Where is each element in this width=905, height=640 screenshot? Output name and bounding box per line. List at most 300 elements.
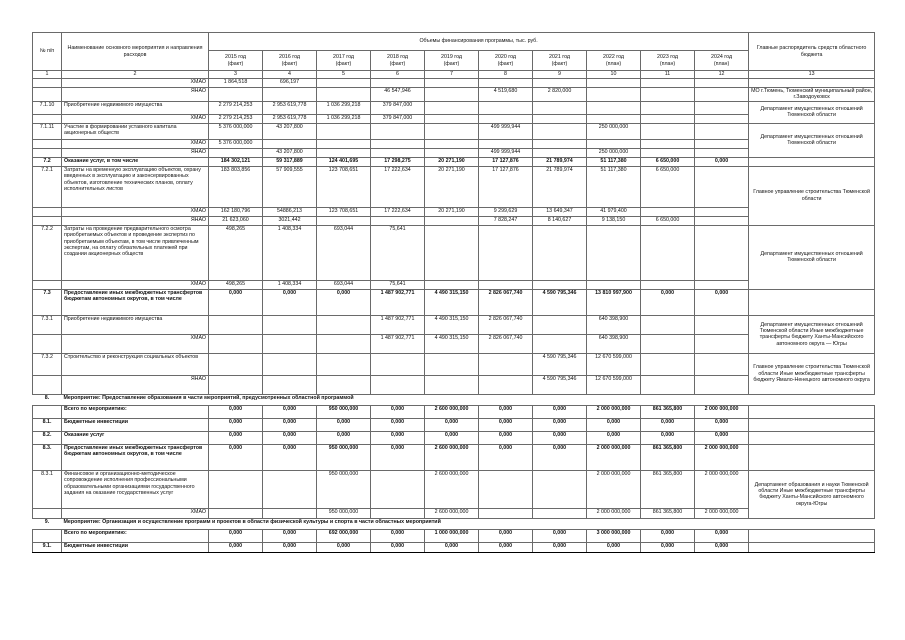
row-num: 7.3.2 — [33, 353, 62, 375]
row-num-empty — [33, 148, 62, 157]
header-year-label: 2024 год — [711, 54, 733, 61]
value-cell: 950 000,000 — [317, 405, 371, 418]
value-cell — [263, 315, 317, 334]
row-distributor — [749, 79, 875, 88]
value-cell: 640 398,900 — [587, 315, 641, 334]
value-cell — [263, 375, 317, 394]
row-num: 8.2. — [33, 431, 62, 444]
row-distributor: Департамент имущественных отношений Тюменской области Иные межбюджетные трансферты бюджету Ханты-Мансийского автономного округа — Югры — [749, 315, 875, 353]
row-name: Бюджетные инвестиции — [62, 418, 209, 431]
value-cell: 1 487 902,771 — [371, 315, 425, 334]
value-cell — [263, 334, 317, 353]
row-num-empty — [33, 508, 62, 518]
value-cell: 0,000 — [641, 289, 695, 315]
value-cell — [425, 88, 479, 102]
value-cell: 2 000 000,000 — [587, 444, 641, 470]
value-cell — [695, 375, 749, 394]
value-cell — [209, 315, 263, 334]
value-cell: 0,000 — [533, 418, 587, 431]
row-name: Участие в формировании уставного капитала акционерных обществ — [62, 123, 209, 139]
value-cell — [371, 139, 425, 148]
value-cell: 0,000 — [263, 444, 317, 470]
value-cell — [479, 470, 533, 508]
value-cell — [587, 139, 641, 148]
value-cell: 379 847,000 — [371, 101, 425, 114]
row-distributor — [749, 418, 875, 431]
value-cell: 1 487 902,771 — [371, 289, 425, 315]
value-cell: 75,641 — [371, 225, 425, 280]
value-cell — [587, 101, 641, 114]
value-cell: 3 000 000,000 — [587, 529, 641, 542]
value-cell — [317, 88, 371, 102]
value-cell — [641, 79, 695, 88]
row-num: 7.1.10 — [33, 101, 62, 114]
value-cell — [641, 280, 695, 289]
section-num: 9. — [33, 518, 62, 529]
header-year-2 — [263, 51, 317, 71]
value-cell — [425, 280, 479, 289]
value-cell: 0,000 — [641, 529, 695, 542]
value-cell: 8 140,627 — [533, 216, 587, 225]
table-row — [33, 148, 875, 157]
value-cell: 4 490 315,150 — [425, 334, 479, 353]
header-colnum: 5 — [317, 71, 371, 79]
row-num: 7.2.1 — [33, 166, 62, 207]
value-cell: 2 000 000,000 — [695, 508, 749, 518]
value-cell: 499 999,944 — [479, 123, 533, 139]
value-cell — [641, 225, 695, 280]
row-num-empty — [33, 216, 62, 225]
value-cell: 696,197 — [263, 79, 317, 88]
header-year-9 — [641, 51, 695, 71]
value-cell: 20 271,190 — [425, 157, 479, 166]
value-cell — [209, 148, 263, 157]
row-distributor: Главное управление строительства Тюменской области — [749, 166, 875, 225]
value-cell — [695, 79, 749, 88]
row-num-empty — [33, 280, 62, 289]
table-row — [33, 418, 875, 431]
value-cell — [641, 334, 695, 353]
header-year-3 — [317, 51, 371, 71]
value-cell: 183 803,856 — [209, 166, 263, 207]
value-cell: 0,000 — [209, 431, 263, 444]
value-cell: 54886,213 — [263, 207, 317, 216]
value-cell — [695, 280, 749, 289]
row-name: Бюджетные инвестиции — [62, 542, 209, 552]
header-year-label: 2022 год — [603, 54, 624, 61]
header-year-kind: (факт) — [551, 60, 568, 67]
row-num: 9.1. — [33, 542, 62, 552]
row-num: 7.3 — [33, 289, 62, 315]
row-region-label: ЯНАО — [62, 88, 209, 102]
value-cell — [263, 353, 317, 375]
value-cell: 692 000,000 — [317, 529, 371, 542]
row-name: Приобретение недвижимого имущества — [62, 315, 209, 334]
value-cell: 0,000 — [479, 418, 533, 431]
row-distributor: МО г.Тюмень, Тюменский муниципальный район, г.Заводоуковск — [749, 88, 875, 102]
header-year-5 — [425, 51, 479, 71]
header-year-kind: (факт) — [281, 60, 298, 67]
value-cell: 6 650,000 — [641, 216, 695, 225]
value-cell: 0,000 — [209, 542, 263, 552]
value-cell: 4 590 795,346 — [533, 289, 587, 315]
header-colnum: 10 — [587, 71, 641, 79]
row-distributor — [749, 289, 875, 315]
row-region-label: ХМАО — [62, 139, 209, 148]
value-cell: 3021,442 — [263, 216, 317, 225]
value-cell: 2 600 000,000 — [425, 405, 479, 418]
value-cell: 0,000 — [587, 418, 641, 431]
row-num-empty — [33, 334, 62, 353]
value-cell: 0,000 — [209, 444, 263, 470]
row-distributor: Главное управление строительства Тюменской области Иные межбюджетные трансферты бюджету Ямало-Ненецкого автономного округа — [749, 353, 875, 394]
table-row — [33, 470, 875, 508]
header-year-1 — [209, 51, 263, 71]
value-cell: 379 847,000 — [371, 114, 425, 123]
value-cell: 2 820,000 — [533, 88, 587, 102]
row-num-empty — [33, 139, 62, 148]
table-row — [33, 207, 875, 216]
value-cell: 21 789,974 — [533, 166, 587, 207]
value-cell — [317, 375, 371, 394]
row-distributor — [749, 542, 875, 552]
row-region-label: ЯНАО — [62, 148, 209, 157]
value-cell — [641, 207, 695, 216]
value-cell — [533, 114, 587, 123]
value-cell: 2 000 000,000 — [587, 508, 641, 518]
value-cell — [479, 375, 533, 394]
row-distributor: Департамент имущественных отношений Тюменской области — [749, 123, 875, 157]
value-cell: 0,000 — [479, 542, 533, 552]
value-cell — [317, 315, 371, 334]
value-cell: 4 590 795,346 — [533, 375, 587, 394]
row-num: 7.2 — [33, 157, 62, 166]
value-cell — [641, 315, 695, 334]
value-cell: 1 036 299,218 — [317, 114, 371, 123]
table-row — [33, 166, 875, 207]
row-distributor: Департамент образования и науки Тюменской области Иные межбюджетные трансферты бюджету Ханты-Мансийского автономного округа-Югры — [749, 470, 875, 518]
value-cell — [587, 88, 641, 102]
value-cell: 2 953 619,778 — [263, 114, 317, 123]
value-cell — [479, 139, 533, 148]
value-cell: 950 000,000 — [317, 444, 371, 470]
table-row — [33, 394, 875, 405]
value-cell: 124 401,695 — [317, 157, 371, 166]
header-colnum: 3 — [209, 71, 263, 79]
value-cell — [317, 123, 371, 139]
value-cell: 46 547,946 — [371, 88, 425, 102]
value-cell: 0,000 — [695, 289, 749, 315]
value-cell: 693,044 — [317, 225, 371, 280]
value-cell: 0,000 — [641, 431, 695, 444]
value-cell: 20 271,190 — [425, 166, 479, 207]
value-cell: 0,000 — [209, 405, 263, 418]
value-cell — [209, 508, 263, 518]
value-cell: 6 650,000 — [641, 166, 695, 207]
header-year-10 — [695, 51, 749, 71]
value-cell: 0,000 — [533, 431, 587, 444]
header-colnum: 12 — [695, 71, 749, 79]
row-distributor — [749, 444, 875, 470]
value-cell — [209, 470, 263, 508]
row-distributor — [749, 157, 875, 166]
value-cell: 498,265 — [209, 225, 263, 280]
value-cell: 9 138,150 — [587, 216, 641, 225]
value-cell — [425, 79, 479, 88]
table-row — [33, 123, 875, 139]
value-cell: 9 299,629 — [479, 207, 533, 216]
table-row — [33, 542, 875, 552]
value-cell: 861 365,800 — [641, 444, 695, 470]
value-cell — [533, 315, 587, 334]
value-cell: 184 302,121 — [209, 157, 263, 166]
row-num: 8.3.1 — [33, 470, 62, 508]
value-cell: 861 365,800 — [641, 508, 695, 518]
row-name: Затраты на временную эксплуатацию объектов, охрану введенных в эксплуатацию и законсервированных объектов, изготовление технических планов, оплату исполнительных листов — [62, 166, 209, 207]
value-cell: 75,641 — [371, 280, 425, 289]
value-cell — [263, 470, 317, 508]
value-cell — [587, 79, 641, 88]
value-cell — [479, 114, 533, 123]
header-year-8 — [587, 51, 641, 71]
value-cell: 2 000 000,000 — [587, 470, 641, 508]
header-colnum: 1 — [33, 71, 62, 79]
section-title: Мероприятие: Предоставление образования в части мероприятий, предусмотренных областной программой — [62, 394, 875, 405]
table-row — [33, 88, 875, 102]
value-cell — [479, 508, 533, 518]
row-num — [33, 529, 62, 542]
value-cell: 6 650,000 — [641, 157, 695, 166]
table-row — [33, 79, 875, 88]
value-cell — [641, 353, 695, 375]
value-cell — [533, 508, 587, 518]
value-cell: 0,000 — [371, 529, 425, 542]
section-num: 8. — [33, 394, 62, 405]
header-year-label: 2016 год — [279, 54, 300, 61]
value-cell — [371, 148, 425, 157]
value-cell — [641, 88, 695, 102]
value-cell — [479, 280, 533, 289]
value-cell: 4 519,680 — [479, 88, 533, 102]
value-cell — [425, 353, 479, 375]
value-cell: 0,000 — [641, 542, 695, 552]
value-cell: 1 487 902,771 — [371, 334, 425, 353]
row-distributor — [749, 405, 875, 418]
value-cell: 13 649,347 — [533, 207, 587, 216]
value-cell — [641, 375, 695, 394]
header-year-kind: (факт) — [389, 60, 406, 67]
header-colnum: 2 — [62, 71, 209, 79]
value-cell: 2 279 214,253 — [209, 101, 263, 114]
table-row — [33, 518, 875, 529]
table-row — [33, 405, 875, 418]
value-cell: 0,000 — [695, 529, 749, 542]
header-distributor: Главные распорядитель средств областного бюджета — [749, 33, 875, 71]
value-cell: 0,000 — [263, 542, 317, 552]
value-cell: 1 036 299,218 — [317, 101, 371, 114]
value-cell: 43 207,800 — [263, 123, 317, 139]
value-cell — [533, 139, 587, 148]
row-name: Финансовое и организационно-методическое сопровождение исполнения профессиональными образовательными организациями государственного задания на оказание государственных услуг — [62, 470, 209, 508]
value-cell: 0,000 — [263, 431, 317, 444]
financing-table-sheet — [32, 32, 874, 553]
header-colnum: 8 — [479, 71, 533, 79]
value-cell: 2 826 067,740 — [479, 315, 533, 334]
value-cell: 0,000 — [371, 542, 425, 552]
value-cell: 123 708,651 — [317, 166, 371, 207]
row-region-label: ХМАО — [62, 114, 209, 123]
row-region-label: ХМАО — [62, 334, 209, 353]
value-cell: 0,000 — [695, 431, 749, 444]
value-cell: 17 127,876 — [479, 166, 533, 207]
value-cell: 2 000 000,000 — [695, 405, 749, 418]
value-cell — [479, 225, 533, 280]
value-cell: 250 000,000 — [587, 123, 641, 139]
header-num: № п/п — [33, 33, 62, 71]
value-cell: 12 670 599,000 — [587, 353, 641, 375]
row-num: 8.3. — [33, 444, 62, 470]
value-cell — [425, 114, 479, 123]
value-cell: 4 490 315,150 — [425, 315, 479, 334]
value-cell — [695, 148, 749, 157]
value-cell: 0,000 — [425, 418, 479, 431]
value-cell — [641, 148, 695, 157]
value-cell — [695, 123, 749, 139]
value-cell: 0,000 — [533, 405, 587, 418]
value-cell — [371, 79, 425, 88]
value-cell: 2 826 067,740 — [479, 334, 533, 353]
value-cell — [533, 79, 587, 88]
row-region-label: ЯНАО — [62, 216, 209, 225]
value-cell — [317, 139, 371, 148]
value-cell — [695, 315, 749, 334]
value-cell: 0,000 — [533, 444, 587, 470]
value-cell: 499 999,944 — [479, 148, 533, 157]
value-cell — [533, 470, 587, 508]
row-num — [33, 405, 62, 418]
value-cell: 0,000 — [587, 431, 641, 444]
value-cell — [641, 139, 695, 148]
row-num-empty — [33, 375, 62, 394]
value-cell: 13 810 997,900 — [587, 289, 641, 315]
value-cell — [263, 508, 317, 518]
value-cell — [371, 216, 425, 225]
header-colnum: 11 — [641, 71, 695, 79]
value-cell: 250 000,000 — [587, 148, 641, 157]
table-row — [33, 139, 875, 148]
value-cell — [479, 79, 533, 88]
header-year-kind: (план) — [713, 60, 730, 67]
row-name: Всего по мероприятию: — [62, 529, 209, 542]
header-year-kind: (факт) — [443, 60, 460, 67]
table-row — [33, 353, 875, 375]
value-cell: 2 000 000,000 — [695, 470, 749, 508]
value-cell — [533, 101, 587, 114]
value-cell: 4 590 795,346 — [533, 353, 587, 375]
row-num-empty — [33, 114, 62, 123]
row-name: Предоставление иных межбюджетных трансфертов бюджетам автономных округов, в том числе — [62, 444, 209, 470]
value-cell: 1 000 000,000 — [425, 529, 479, 542]
row-num: 7.1.11 — [33, 123, 62, 139]
header-colnum: 13 — [749, 71, 875, 79]
value-cell: 4 490 315,150 — [425, 289, 479, 315]
header-name: Наименование основного мероприятия и направления расходов — [62, 33, 209, 71]
value-cell — [317, 79, 371, 88]
table-row — [33, 157, 875, 166]
value-cell: 861 365,800 — [641, 405, 695, 418]
financing-table — [32, 32, 875, 553]
value-cell: 7 828,247 — [479, 216, 533, 225]
value-cell — [587, 225, 641, 280]
value-cell — [695, 88, 749, 102]
value-cell — [209, 375, 263, 394]
value-cell — [641, 123, 695, 139]
value-cell: 59 317,889 — [263, 157, 317, 166]
value-cell: 693,044 — [317, 280, 371, 289]
value-cell: 51 117,380 — [587, 157, 641, 166]
table-row — [33, 114, 875, 123]
header-year-label: 2015 год — [225, 54, 246, 61]
value-cell: 2 279 214,253 — [209, 114, 263, 123]
value-cell — [209, 88, 263, 102]
value-cell: 43 207,800 — [263, 148, 317, 157]
header-year-kind: (факт) — [497, 60, 514, 67]
table-row — [33, 431, 875, 444]
row-distributor — [749, 431, 875, 444]
value-cell: 0,000 — [209, 529, 263, 542]
value-cell: 950 000,000 — [317, 508, 371, 518]
row-region-label: ХМАО — [62, 207, 209, 216]
value-cell: 5 376 000,000 — [209, 123, 263, 139]
header-year-label: 2020 год — [495, 54, 516, 61]
value-cell: 0,000 — [425, 431, 479, 444]
value-cell — [371, 508, 425, 518]
value-cell: 0,000 — [317, 542, 371, 552]
header-year-kind: (факт) — [227, 60, 244, 67]
value-cell — [587, 114, 641, 123]
value-cell: 950 000,000 — [317, 470, 371, 508]
header-colnum: 9 — [533, 71, 587, 79]
value-cell: 0,000 — [695, 157, 749, 166]
row-region-label: ХМАО — [62, 508, 209, 518]
value-cell: 0,000 — [695, 542, 749, 552]
row-region-label: ЯНАО — [62, 375, 209, 394]
value-cell — [695, 334, 749, 353]
table-row — [33, 280, 875, 289]
value-cell: 0,000 — [641, 418, 695, 431]
value-cell: 57 909,555 — [263, 166, 317, 207]
value-cell — [371, 123, 425, 139]
value-cell: 12 670 599,000 — [587, 375, 641, 394]
value-cell: 0,000 — [695, 418, 749, 431]
header-year-label: 2018 год — [387, 54, 408, 61]
header-colnum: 4 — [263, 71, 317, 79]
row-name: Приобретение недвижимого имущества — [62, 101, 209, 114]
header-year-label: 2023 год — [657, 54, 678, 61]
table-row — [33, 289, 875, 315]
value-cell: 0,000 — [317, 289, 371, 315]
table-row — [33, 315, 875, 334]
row-num: 8.1. — [33, 418, 62, 431]
row-distributor: Департамент имущественных отношений Тюменской области — [749, 225, 875, 289]
value-cell: 2 600 000,000 — [425, 470, 479, 508]
table-row — [33, 529, 875, 542]
value-cell: 0,000 — [533, 529, 587, 542]
value-cell — [425, 123, 479, 139]
value-cell — [533, 225, 587, 280]
value-cell: 2 600 000,000 — [425, 444, 479, 470]
value-cell — [479, 101, 533, 114]
